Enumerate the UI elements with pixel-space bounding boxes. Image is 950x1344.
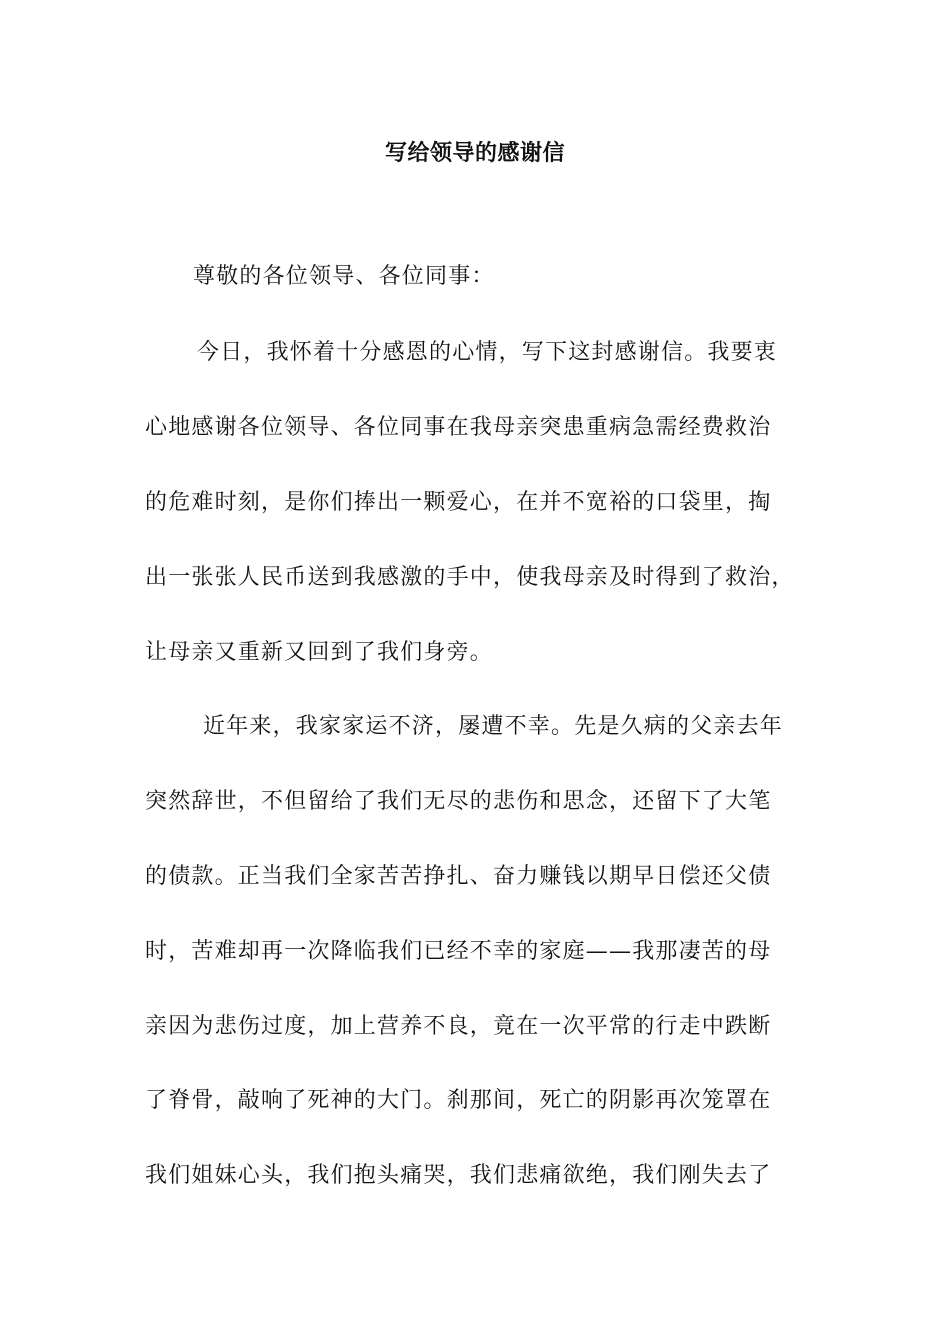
paragraph-2-line-3: 的债款。正当我们全家苦苦挣扎、奋力赚钱以期早日偿还父债	[145, 864, 772, 889]
salutation: 尊敬的各位领导、各位同事：	[193, 264, 495, 289]
paragraph-1-line-1: 今日，我怀着十分感恩的心情，写下这封感谢信。我要衷	[197, 340, 778, 365]
paragraph-2-line-5: 亲因为悲伤过度，加上营养不良，竟在一次平常的行走中跌断	[145, 1014, 772, 1039]
paragraph-2-line-7: 我们姐妹心头，我们抱头痛哭，我们悲痛欲绝，我们刚失去了	[145, 1163, 772, 1188]
paragraph-2-line-2: 突然辞世，不但留给了我们无尽的悲伤和思念，还留下了大笔	[145, 789, 772, 814]
paragraph-2-line-1: 近年来，我家家运不济，屡遭不幸。先是久病的父亲去年	[203, 714, 784, 739]
paragraph-1-line-5: 让母亲又重新又回到了我们身旁。	[145, 640, 494, 665]
paragraph-1-line-3: 的危难时刻，是你们捧出一颗爱心，在并不宽裕的口袋里，掏	[145, 490, 772, 515]
paragraph-2-line-4: 时，苦难却再一次降临我们已经不幸的家庭——我那凄苦的母	[145, 939, 772, 964]
paragraph-2-line-6: 了脊骨，敲响了死神的大门。刹那间，死亡的阴影再次笼罩在	[145, 1088, 772, 1113]
paragraph-1-line-4: 出一张张人民币送到我感激的手中，使我母亲及时得到了救治，	[145, 565, 795, 590]
document-title: 写给领导的感谢信	[384, 140, 565, 166]
paragraph-1-line-2: 心地感谢各位领导、各位同事在我母亲突患重病急需经费救治	[145, 415, 772, 440]
